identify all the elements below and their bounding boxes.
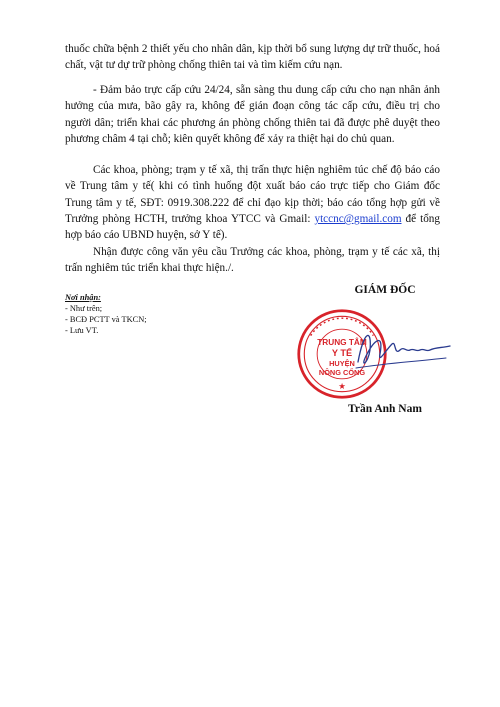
paragraph-closing: Nhận được công văn yêu cầu Trưởng các khoa, phòng, trạm y tế các xã, thị trấn nghiêm túc triển khai thực hiện./. [65,246,440,275]
signer-name: Trần Anh Nam [348,403,422,415]
paragraph-reporting [65,162,440,243]
paragraph-medicine-supply: thuốc chữa bệnh 2 thiết yếu cho nhân dân, kịp thời bổ sung lượng dự trữ thuốc, hoá chất, vật tư dự trữ phòng chống thiên tai và tìm kiếm cứu nạn. [65,43,440,72]
reporting-text-after: để tổng hợp báo cáo UBND huyện, sở Y tế). [65,212,440,242]
seal-line-3: HUYỆN [329,358,355,368]
seal-line-4: NÔNG CỐNG [318,368,366,378]
email-link[interactable]: ytccnc@gmail.com [314,212,402,225]
recipient-item: - BCĐ PCTT và TKCN; [65,315,147,324]
paragraph-emergency-duty: - Đảm bảo trực cấp cứu 24/24, sẵn sàng thu dung cấp cứu cho nạn nhân ảnh hưởng của mưa, bão gây ra, không để gián đoạn công tác cấp cứu, điều trị cho người dân; triển khai các phương án phòng chống thiên tai đã được phê duyệt theo phương châm 4 tại chỗ; kiên quyết không để xảy ra thiệt hại do chủ quan. [65,84,440,145]
seal-line-2: Y TẾ [331,347,353,358]
recipients-block [65,292,265,336]
recipients-title: Nơi nhận: [65,293,101,302]
recipient-item: - Như trên; [65,304,103,313]
signer-role: GIÁM ĐỐC [354,284,416,296]
handwritten-signature [350,320,455,380]
svg-text:★: ★ [338,381,346,391]
recipient-item: - Lưu VT. [65,326,99,335]
seal-line-1: TRUNG TÂM [317,337,367,347]
reporting-text-before: Các khoa, phòng; trạm y tế xã, thị trấn thực hiện nghiêm túc chế độ báo cáo về Trung tâm y tế( khi có tình huống đột xuất báo cáo trực tiếp cho Giám đốc Trung tâm y tế, SĐT: 0919.308.222 để chỉ đạo kịp thời; báo cáo tổng hợp gửi về Trưởng phòng HCTH, trưởng khoa YTCC và Gmail: [65,164,440,225]
